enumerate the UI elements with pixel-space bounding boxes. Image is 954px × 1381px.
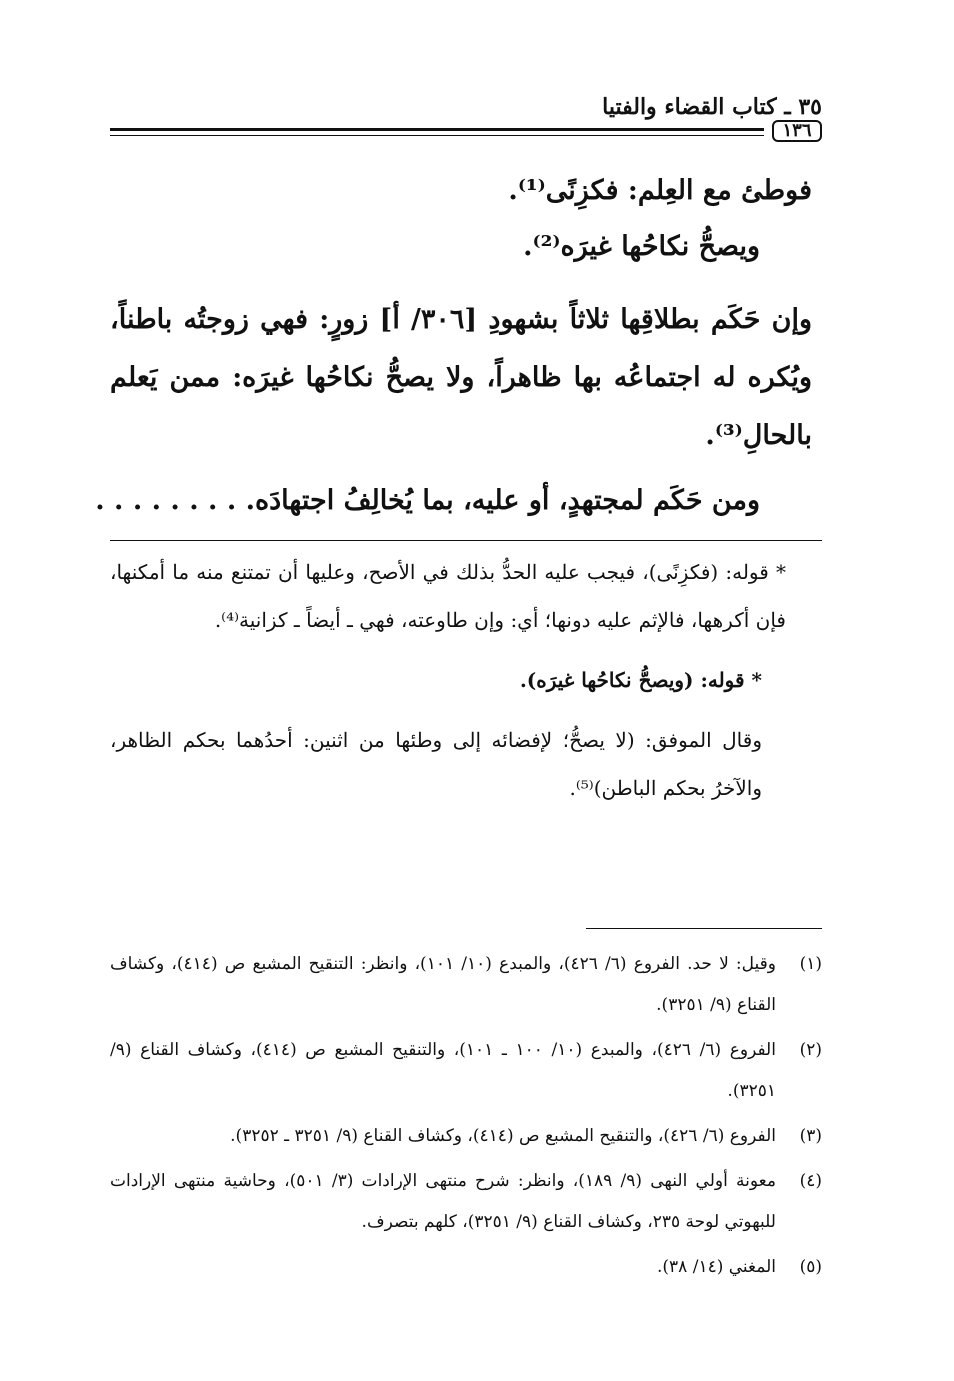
commentary-paragraph-3: وقال الموفق: (لا يصحُّ؛ لإفضائه إلى وطئها من اثنين: أحدُهما بحكم الظاهر، والآخرُ بحكم الباطن)⁽⁵⁾.	[110, 728, 762, 800]
page-number: ١٣٦	[772, 120, 822, 142]
footnote-item	[110, 1030, 822, 1112]
main-text	[95, 163, 822, 529]
commentary	[110, 548, 822, 812]
commentary-paragraph-1: * قوله: (فكزِنًى)، فيجب عليه الحدُّ بذلك في الأصح، وعليها أن تمتنع منه ما أمكنها، فإن أكرهها، فالإثم عليه دونها؛ أي: وإن طاوعته، فهي ـ أيضاً ـ كزانية⁽⁴⁾.	[110, 560, 786, 632]
header-rule	[110, 128, 764, 136]
footnote-number: (٥)	[799, 1257, 822, 1277]
main-paragraph-1: فوطئ مع العِلم: فكزِنًى⁽¹⁾.	[508, 175, 812, 206]
footnote-item	[110, 1116, 822, 1157]
section-divider	[110, 540, 822, 541]
footnotes	[110, 944, 822, 1292]
footnote-text: الفروع (٦/ ٤٢٦)، والتنقيح المشبع ص (٤١٤)، وكشاف القناع (٩/ ٣٢٥١ ـ ٣٢٥٢).	[230, 1126, 776, 1146]
footnote-item	[110, 1161, 822, 1243]
footnote-number: (٤)	[799, 1171, 822, 1191]
page-header	[110, 92, 822, 142]
commentary-paragraph-2: * قوله: (ويصحُّ نكاحُها غيرَه).	[519, 668, 762, 692]
footnote-text: المغني (١٤/ ٣٨).	[657, 1257, 776, 1277]
footnote-number: (١)	[799, 954, 822, 974]
footnote-number: (٣)	[799, 1126, 822, 1146]
book-page	[95, 0, 822, 1381]
footnote-rule	[586, 928, 822, 929]
footnote-item	[110, 944, 822, 1026]
footnote-text: الفروع (٦/ ٤٢٦)، والمبدع (١٠/ ١٠٠ ـ ١٠١)، والتنقيح المشبع ص (٤١٤)، وكشاف القناع (٩/ ٣٢٥١).	[110, 1040, 776, 1101]
footnote-text: معونة أولي النهى (٩/ ١٨٩)، وانظر: شرح منتهى الإرادات (٣/ ٥٠١)، وحاشية منتهى الإرادات للبهوتي لوحة ٢٣٥، وكشاف القناع (٩/ ٣٢٥١)، كلهم بتصرف.	[110, 1171, 776, 1232]
footnote-item	[110, 1247, 822, 1288]
footnote-number: (٢)	[799, 1040, 822, 1060]
main-paragraph-2: ويصحُّ نكاحُها غيرَه⁽²⁾.	[523, 231, 760, 262]
main-paragraph-4: ومن حَكَم لمجتهدٍ، أو عليه، بما يُخالِفُ اجتهادَه. . . . . . . . .	[95, 485, 760, 516]
footnote-text: وقيل: لا حد. الفروع (٦/ ٤٢٦)، والمبدع (١٠/ ١٠١)، وانظر: التنقيح المشبع ص (٤١٤)، وكشاف القناع (٩/ ٣٢٥١).	[110, 954, 776, 1015]
running-title: ٣٥ ـ كتاب القضاء والفتيا	[602, 94, 822, 120]
main-paragraph-3: وإن حَكَم بطلاقِها ثلاثاً بشهودِ [٣٠٦/ أ] زورٍ: فهي زوجتُه باطناً، ويُكره له اجتماعُه بها ظاهراً، ولا يصحُّ نكاحُها غيرَه: ممن يَعلم بالحالِ⁽³⁾.	[110, 304, 812, 451]
